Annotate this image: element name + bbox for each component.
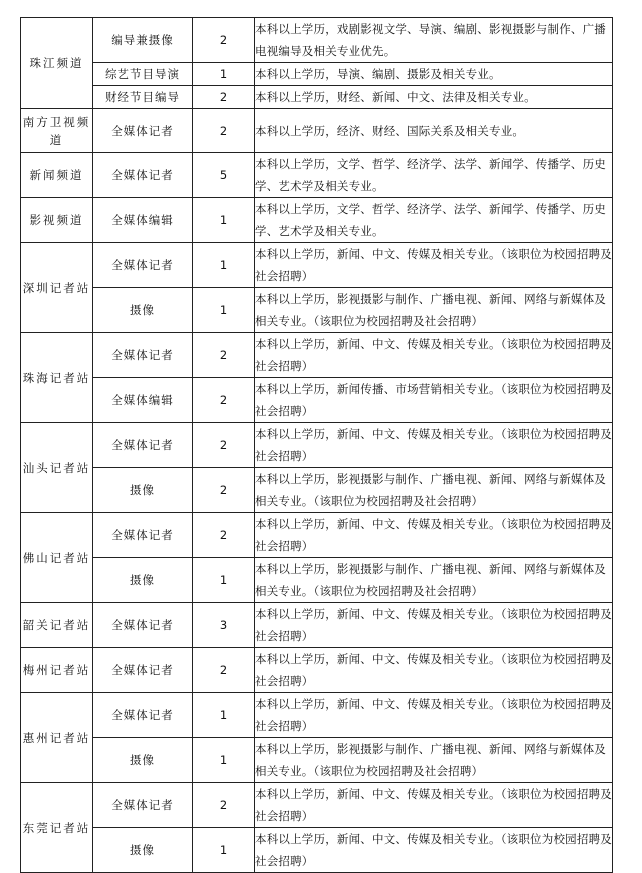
unit-name-cell: 佛山记者站 xyxy=(21,513,93,603)
headcount-cell: 1 xyxy=(193,558,255,603)
headcount-cell: 2 xyxy=(193,648,255,693)
table-row xyxy=(21,109,613,153)
table-row xyxy=(21,153,613,198)
headcount-cell: 2 xyxy=(193,18,255,63)
requirement-cell: 本科以上学历，影视摄影与制作、广播电视、新闻、网络与新媒体及相关专业。（该职位为校园招聘及社会招聘） xyxy=(255,468,613,513)
headcount-cell: 5 xyxy=(193,153,255,198)
table-row xyxy=(21,603,613,648)
table-row xyxy=(21,648,613,693)
position-name-cell: 编导兼摄像 xyxy=(93,18,193,63)
table-row xyxy=(21,828,613,873)
headcount-cell: 2 xyxy=(193,333,255,378)
table-row xyxy=(21,333,613,378)
requirement-cell: 本科以上学历，新闻、中文、传媒及相关专业。（该职位为校园招聘及社会招聘） xyxy=(255,603,613,648)
headcount-cell: 2 xyxy=(193,783,255,828)
headcount-cell: 2 xyxy=(193,86,255,109)
table-row xyxy=(21,783,613,828)
position-name-cell: 摄像 xyxy=(93,558,193,603)
table-row xyxy=(21,198,613,243)
position-name-cell: 财经节目编导 xyxy=(93,86,193,109)
table-row xyxy=(21,63,613,86)
requirement-cell: 本科以上学历，影视摄影与制作、广播电视、新闻、网络与新媒体及相关专业。（该职位为校园招聘及社会招聘） xyxy=(255,558,613,603)
requirement-cell: 本科以上学历，影视摄影与制作、广播电视、新闻、网络与新媒体及相关专业。（该职位为校园招聘及社会招聘） xyxy=(255,738,613,783)
table-row xyxy=(21,243,613,288)
headcount-cell: 1 xyxy=(193,828,255,873)
table-row xyxy=(21,378,613,423)
requirement-cell: 本科以上学历，戏剧影视文学、导演、编剧、影视摄影与制作、广播电视编导及相关专业优先。 xyxy=(255,18,613,63)
table-row xyxy=(21,558,613,603)
requirement-cell: 本科以上学历，影视摄影与制作、广播电视、新闻、网络与新媒体及相关专业。（该职位为校园招聘及社会招聘） xyxy=(255,288,613,333)
requirement-cell: 本科以上学历，新闻传播、市场营销相关专业。（该职位为校园招聘及社会招聘） xyxy=(255,378,613,423)
unit-name-cell: 深圳记者站 xyxy=(21,243,93,333)
headcount-cell: 2 xyxy=(193,423,255,468)
unit-name-cell: 韶关记者站 xyxy=(21,603,93,648)
position-name-cell: 全媒体记者 xyxy=(93,783,193,828)
table-row xyxy=(21,693,613,738)
position-name-cell: 全媒体记者 xyxy=(93,109,193,153)
headcount-cell: 1 xyxy=(193,693,255,738)
position-name-cell: 全媒体编辑 xyxy=(93,198,193,243)
table-row xyxy=(21,86,613,109)
requirement-cell: 本科以上学历，经济、财经、国际关系及相关专业。 xyxy=(255,109,613,153)
unit-name-cell: 汕头记者站 xyxy=(21,423,93,513)
table-row xyxy=(21,468,613,513)
recruitment-table-body xyxy=(21,18,613,873)
table-row xyxy=(21,738,613,783)
headcount-cell: 2 xyxy=(193,468,255,513)
headcount-cell: 1 xyxy=(193,63,255,86)
requirement-cell: 本科以上学历，文学、哲学、经济学、法学、新闻学、传播学、历史学、艺术学及相关专业。 xyxy=(255,153,613,198)
headcount-cell: 1 xyxy=(193,288,255,333)
requirement-cell: 本科以上学历，财经、新闻、中文、法律及相关专业。 xyxy=(255,86,613,109)
requirement-cell: 本科以上学历，新闻、中文、传媒及相关专业。（该职位为校园招聘及社会招聘） xyxy=(255,828,613,873)
position-name-cell: 全媒体记者 xyxy=(93,603,193,648)
unit-name-cell: 珠江频道 xyxy=(21,18,93,109)
headcount-cell: 3 xyxy=(193,603,255,648)
headcount-cell: 1 xyxy=(193,198,255,243)
position-name-cell: 全媒体记者 xyxy=(93,333,193,378)
requirement-cell: 本科以上学历，新闻、中文、传媒及相关专业。（该职位为校园招聘及社会招聘） xyxy=(255,783,613,828)
headcount-cell: 1 xyxy=(193,738,255,783)
position-name-cell: 摄像 xyxy=(93,738,193,783)
position-name-cell: 摄像 xyxy=(93,288,193,333)
position-name-cell: 摄像 xyxy=(93,828,193,873)
requirement-cell: 本科以上学历，导演、编剧、摄影及相关专业。 xyxy=(255,63,613,86)
table-row xyxy=(21,288,613,333)
position-name-cell: 综艺节目导演 xyxy=(93,63,193,86)
recruitment-table xyxy=(20,17,613,873)
headcount-cell: 2 xyxy=(193,378,255,423)
position-name-cell: 全媒体记者 xyxy=(93,693,193,738)
table-row xyxy=(21,513,613,558)
requirement-cell: 本科以上学历，新闻、中文、传媒及相关专业。（该职位为校园招聘及社会招聘） xyxy=(255,243,613,288)
unit-name-cell: 梅州记者站 xyxy=(21,648,93,693)
position-name-cell: 全媒体记者 xyxy=(93,513,193,558)
table-row xyxy=(21,423,613,468)
table-row xyxy=(21,18,613,63)
position-name-cell: 全媒体记者 xyxy=(93,243,193,288)
unit-name-cell: 南方卫视频道 xyxy=(21,109,93,153)
requirement-cell: 本科以上学历，新闻、中文、传媒及相关专业。（该职位为校园招聘及社会招聘） xyxy=(255,333,613,378)
position-name-cell: 全媒体编辑 xyxy=(93,378,193,423)
unit-name-cell: 惠州记者站 xyxy=(21,693,93,783)
requirement-cell: 本科以上学历，新闻、中文、传媒及相关专业。（该职位为校园招聘及社会招聘） xyxy=(255,693,613,738)
requirement-cell: 本科以上学历，新闻、中文、传媒及相关专业。（该职位为校园招聘及社会招聘） xyxy=(255,423,613,468)
unit-name-cell: 新闻频道 xyxy=(21,153,93,198)
requirement-cell: 本科以上学历，新闻、中文、传媒及相关专业。（该职位为校园招聘及社会招聘） xyxy=(255,513,613,558)
requirement-cell: 本科以上学历，新闻、中文、传媒及相关专业。（该职位为校园招聘及社会招聘） xyxy=(255,648,613,693)
unit-name-cell: 东莞记者站 xyxy=(21,783,93,873)
headcount-cell: 2 xyxy=(193,513,255,558)
requirement-cell: 本科以上学历，文学、哲学、经济学、法学、新闻学、传播学、历史学、艺术学及相关专业。 xyxy=(255,198,613,243)
headcount-cell: 2 xyxy=(193,109,255,153)
position-name-cell: 全媒体记者 xyxy=(93,648,193,693)
headcount-cell: 1 xyxy=(193,243,255,288)
unit-name-cell: 珠海记者站 xyxy=(21,333,93,423)
position-name-cell: 摄像 xyxy=(93,468,193,513)
position-name-cell: 全媒体记者 xyxy=(93,423,193,468)
unit-name-cell: 影视频道 xyxy=(21,198,93,243)
position-name-cell: 全媒体记者 xyxy=(93,153,193,198)
